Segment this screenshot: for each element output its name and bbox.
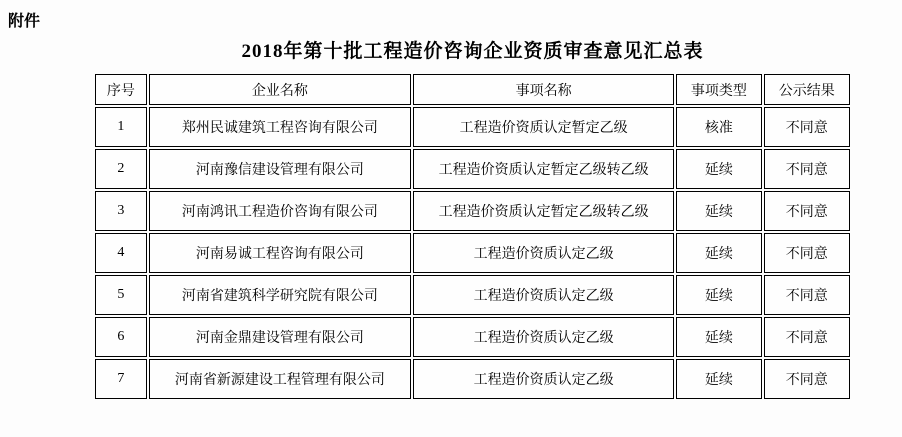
cell-item: 工程造价资质认定乙级 (413, 233, 674, 273)
cell-type: 延续 (676, 359, 761, 399)
attachment-label: 附件 (8, 13, 41, 30)
cell-result: 不同意 (764, 107, 850, 147)
table-row (95, 275, 850, 315)
table-row (95, 317, 850, 357)
page-title: 2018年第十批工程造价咨询企业资质审查意见汇总表 (241, 41, 704, 62)
review-table (93, 72, 852, 401)
cell-seq: 5 (95, 275, 147, 315)
cell-type: 延续 (676, 317, 761, 357)
table-row (95, 191, 850, 231)
cell-seq: 1 (95, 107, 147, 147)
header-company: 企业名称 (149, 74, 411, 105)
cell-company: 河南易诚工程咨询有限公司 (149, 233, 411, 273)
cell-result: 不同意 (764, 233, 850, 273)
cell-result: 不同意 (764, 359, 850, 399)
cell-company: 河南鸿讯工程造价咨询有限公司 (149, 191, 411, 231)
cell-company: 郑州民诚建筑工程咨询有限公司 (149, 107, 411, 147)
cell-type: 延续 (676, 191, 761, 231)
cell-seq: 2 (95, 149, 147, 189)
cell-item: 工程造价资质认定乙级 (413, 317, 674, 357)
cell-item: 工程造价资质认定暂定乙级转乙级 (413, 149, 674, 189)
cell-type: 延续 (676, 149, 761, 189)
cell-seq: 4 (95, 233, 147, 273)
cell-type: 延续 (676, 233, 761, 273)
cell-type: 核准 (676, 107, 761, 147)
cell-seq: 3 (95, 191, 147, 231)
header-seq: 序号 (95, 74, 147, 105)
header-item: 事项名称 (413, 74, 674, 105)
cell-type: 延续 (676, 275, 761, 315)
cell-result: 不同意 (764, 149, 850, 189)
cell-company: 河南省建筑科学研究院有限公司 (149, 275, 411, 315)
cell-result: 不同意 (764, 191, 850, 231)
header-type: 事项类型 (676, 74, 761, 105)
table-row (95, 359, 850, 399)
table-row (95, 233, 850, 273)
cell-company: 河南金鼎建设管理有限公司 (149, 317, 411, 357)
cell-result: 不同意 (764, 275, 850, 315)
cell-company: 河南豫信建设管理有限公司 (149, 149, 411, 189)
cell-seq: 6 (95, 317, 147, 357)
cell-item: 工程造价资质认定乙级 (413, 275, 674, 315)
table-header-row (95, 74, 850, 105)
cell-seq: 7 (95, 359, 147, 399)
table-row (95, 107, 850, 147)
cell-company: 河南省新源建设工程管理有限公司 (149, 359, 411, 399)
header-result: 公示结果 (764, 74, 850, 105)
cell-item: 工程造价资质认定乙级 (413, 359, 674, 399)
cell-result: 不同意 (764, 317, 850, 357)
cell-item: 工程造价资质认定暂定乙级转乙级 (413, 191, 674, 231)
table-row (95, 149, 850, 189)
cell-item: 工程造价资质认定暂定乙级 (413, 107, 674, 147)
